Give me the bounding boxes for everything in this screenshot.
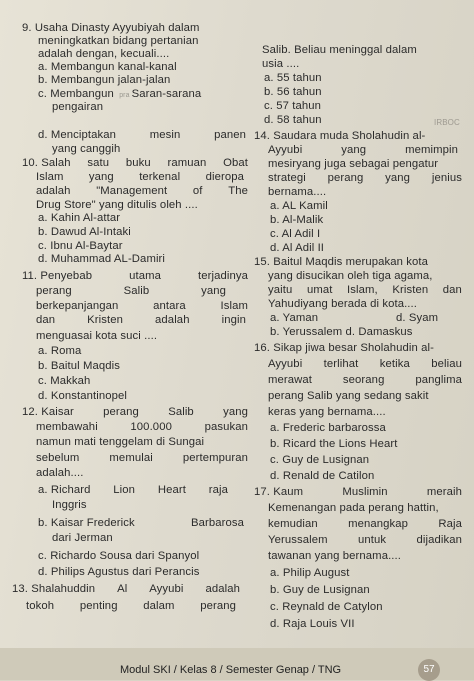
q15-line2: yang disucikan oleh tiga agama, (268, 270, 433, 282)
q15-option-a: a. Yaman (270, 312, 319, 324)
q13-cont-line: Salib. Beliau meninggal dalam (262, 44, 417, 56)
q17-line2: Kemenangan pada perang hattin, (268, 502, 439, 514)
q10-line3: adalah "Management of The (36, 185, 248, 197)
q13-option-b: b. 56 tahun (264, 86, 322, 98)
q14-option-b: b. Al-Malik (270, 214, 324, 226)
q12-line1: 12. Kaisar perang Salib yang (22, 406, 248, 418)
q10-line4: Drug Store" yang ditulis oleh .... (36, 199, 198, 211)
q13-cont-line2: usia .... (262, 58, 300, 70)
q14-line3: mesiryang juga sebagai pengatur (268, 158, 439, 170)
q13-line2: tokoh penting dalam perang (26, 600, 236, 612)
q10-option-b: b. Dawud Al-Intaki (38, 226, 131, 238)
q15-option-d-first: d. Syam (396, 312, 439, 324)
q13-option-c: c. 57 tahun (264, 100, 321, 112)
q9-line1: 9. Usaha Dinasty Ayyubiyah dalam (22, 22, 200, 34)
q17-line4: Yerussalem untuk dijadikan (268, 534, 462, 546)
q13-option-d: d. 58 tahun (264, 114, 322, 126)
q14-line5: bernama.... (268, 186, 327, 198)
footer-text: Modul SKI / Kelas 8 / Semester Genap / TNG (120, 664, 342, 676)
q12-line3: namun mati tenggelam di Sungai (36, 436, 205, 448)
q11-line3: berkepanjangan antara Islam (36, 300, 248, 312)
q11-line5: menguasai kota suci .... (36, 330, 158, 342)
q9-option-a: a. Membangun kanal-kanal (38, 61, 177, 73)
q9-option-c: c. Membangun pra Saran-sarana (38, 88, 202, 100)
q14-line2: Ayyubi yang memimpin (268, 144, 458, 156)
q15-line3: yaitu umat Islam, Kristen dan (268, 284, 462, 296)
q16-option-c: c. Guy de Lusignan (270, 454, 370, 466)
q13-line1: 13. Shalahuddin Al Ayyubi adalah (12, 583, 240, 595)
q9-option-d: d. Menciptakan mesin panen (38, 129, 246, 141)
q11-option-b: b. Baitul Maqdis (38, 360, 120, 372)
q16-line3: merawat seorang panglima (268, 374, 462, 386)
q16-option-a: a. Frederic barbarossa (270, 422, 386, 434)
q16-line2: Ayyubi terlihat ketika beliau (268, 358, 462, 370)
q14-line1: 14. Saudara muda Sholahudin al- (254, 130, 426, 142)
page-number: 57 (418, 659, 440, 681)
q17-option-a: a. Philip August (270, 567, 350, 579)
q14-option-c: c. Al Adil I (270, 228, 321, 240)
q17-line1: 17. Kaum Muslimin meraih (254, 486, 462, 498)
q11-option-d: d. Konstantinopel (38, 390, 128, 402)
q9-line3: adalah dengan, kecuali.... (38, 48, 170, 60)
q17-option-d: d. Raja Louis VII (270, 618, 355, 630)
q10-option-c: c. Ibnu Al-Baytar (38, 240, 123, 252)
q15-option-b: b. Yerussalem d. Damaskus (270, 326, 413, 338)
stamp-mark: IRBOC (434, 118, 460, 127)
q12-line5: adalah.... (36, 467, 84, 479)
q12-option-a-cont: Inggris (52, 499, 87, 511)
q9-option-b: b. Membangun jalan-jalan (38, 74, 171, 86)
q10-option-d: d. Muhammad AL-Damiri (38, 253, 166, 265)
q14-option-d: d. Al Adil II (270, 242, 325, 254)
q16-option-b: b. Ricard the Lions Heart (270, 438, 398, 450)
q17-line5: tawanan yang bernama.... (268, 550, 402, 562)
q12-option-d: d. Philips Agustus dari Perancis (38, 566, 200, 578)
q11-option-a: a. Roma (38, 345, 82, 357)
q10-option-a: a. Kahin Al-attar (38, 212, 121, 224)
q12-line2: membawahi 100.000 pasukan (36, 421, 248, 433)
q16-option-d: d. Renald de Catilon (270, 470, 375, 482)
q12-line4: sebelum memulai pertempuran (36, 452, 248, 464)
q13-option-a: a. 55 tahun (264, 72, 322, 84)
q16-line1: 16. Sikap jiwa besar Sholahudin al- (254, 342, 434, 354)
q12-option-c: c. Richardo Sousa dari Spanyol (38, 550, 200, 562)
q9-line2: meningkatkan bidang pertanian (38, 35, 199, 47)
q12-option-b: b. Kaisar Frederick Barbarosa (38, 517, 244, 529)
q17-option-b: b. Guy de Lusignan (270, 584, 370, 596)
q10-line1: 10. Salah satu buku ramuan Obat (22, 157, 248, 169)
q17-option-c: c. Reynald de Catylon (270, 601, 383, 613)
q17-line3: kemudian menangkap Raja (268, 518, 462, 530)
q11-option-c: c. Makkah (38, 375, 91, 387)
q12-option-b-cont: dari Jerman (52, 532, 113, 544)
q16-line5: keras yang bernama.... (268, 406, 386, 418)
q14-line4: strategi perang yang jenius (268, 172, 462, 184)
q15-line4: Yahudiyang berada di kota.... (268, 298, 418, 310)
q16-line4: perang Salib yang sedang sakit (268, 390, 429, 402)
q11-line2: perang Salib yang (36, 285, 226, 297)
q14-option-a: a. AL Kamil (270, 200, 328, 212)
q15-line1: 15. Baitul Maqdis merupakan kota (254, 256, 429, 268)
q12-option-a: a. Richard Lion Heart raja (38, 484, 228, 496)
q11-line4: dan Kristen adalah ingin (36, 314, 246, 326)
q9-option-c-cont: pengairan (52, 101, 104, 113)
q10-line2: Islam yang terkenal dieropa (36, 171, 244, 183)
q9-option-d-cont: yang canggih (52, 143, 121, 155)
q11-line1: 11. Penyebab utama terjadinya (22, 270, 248, 282)
